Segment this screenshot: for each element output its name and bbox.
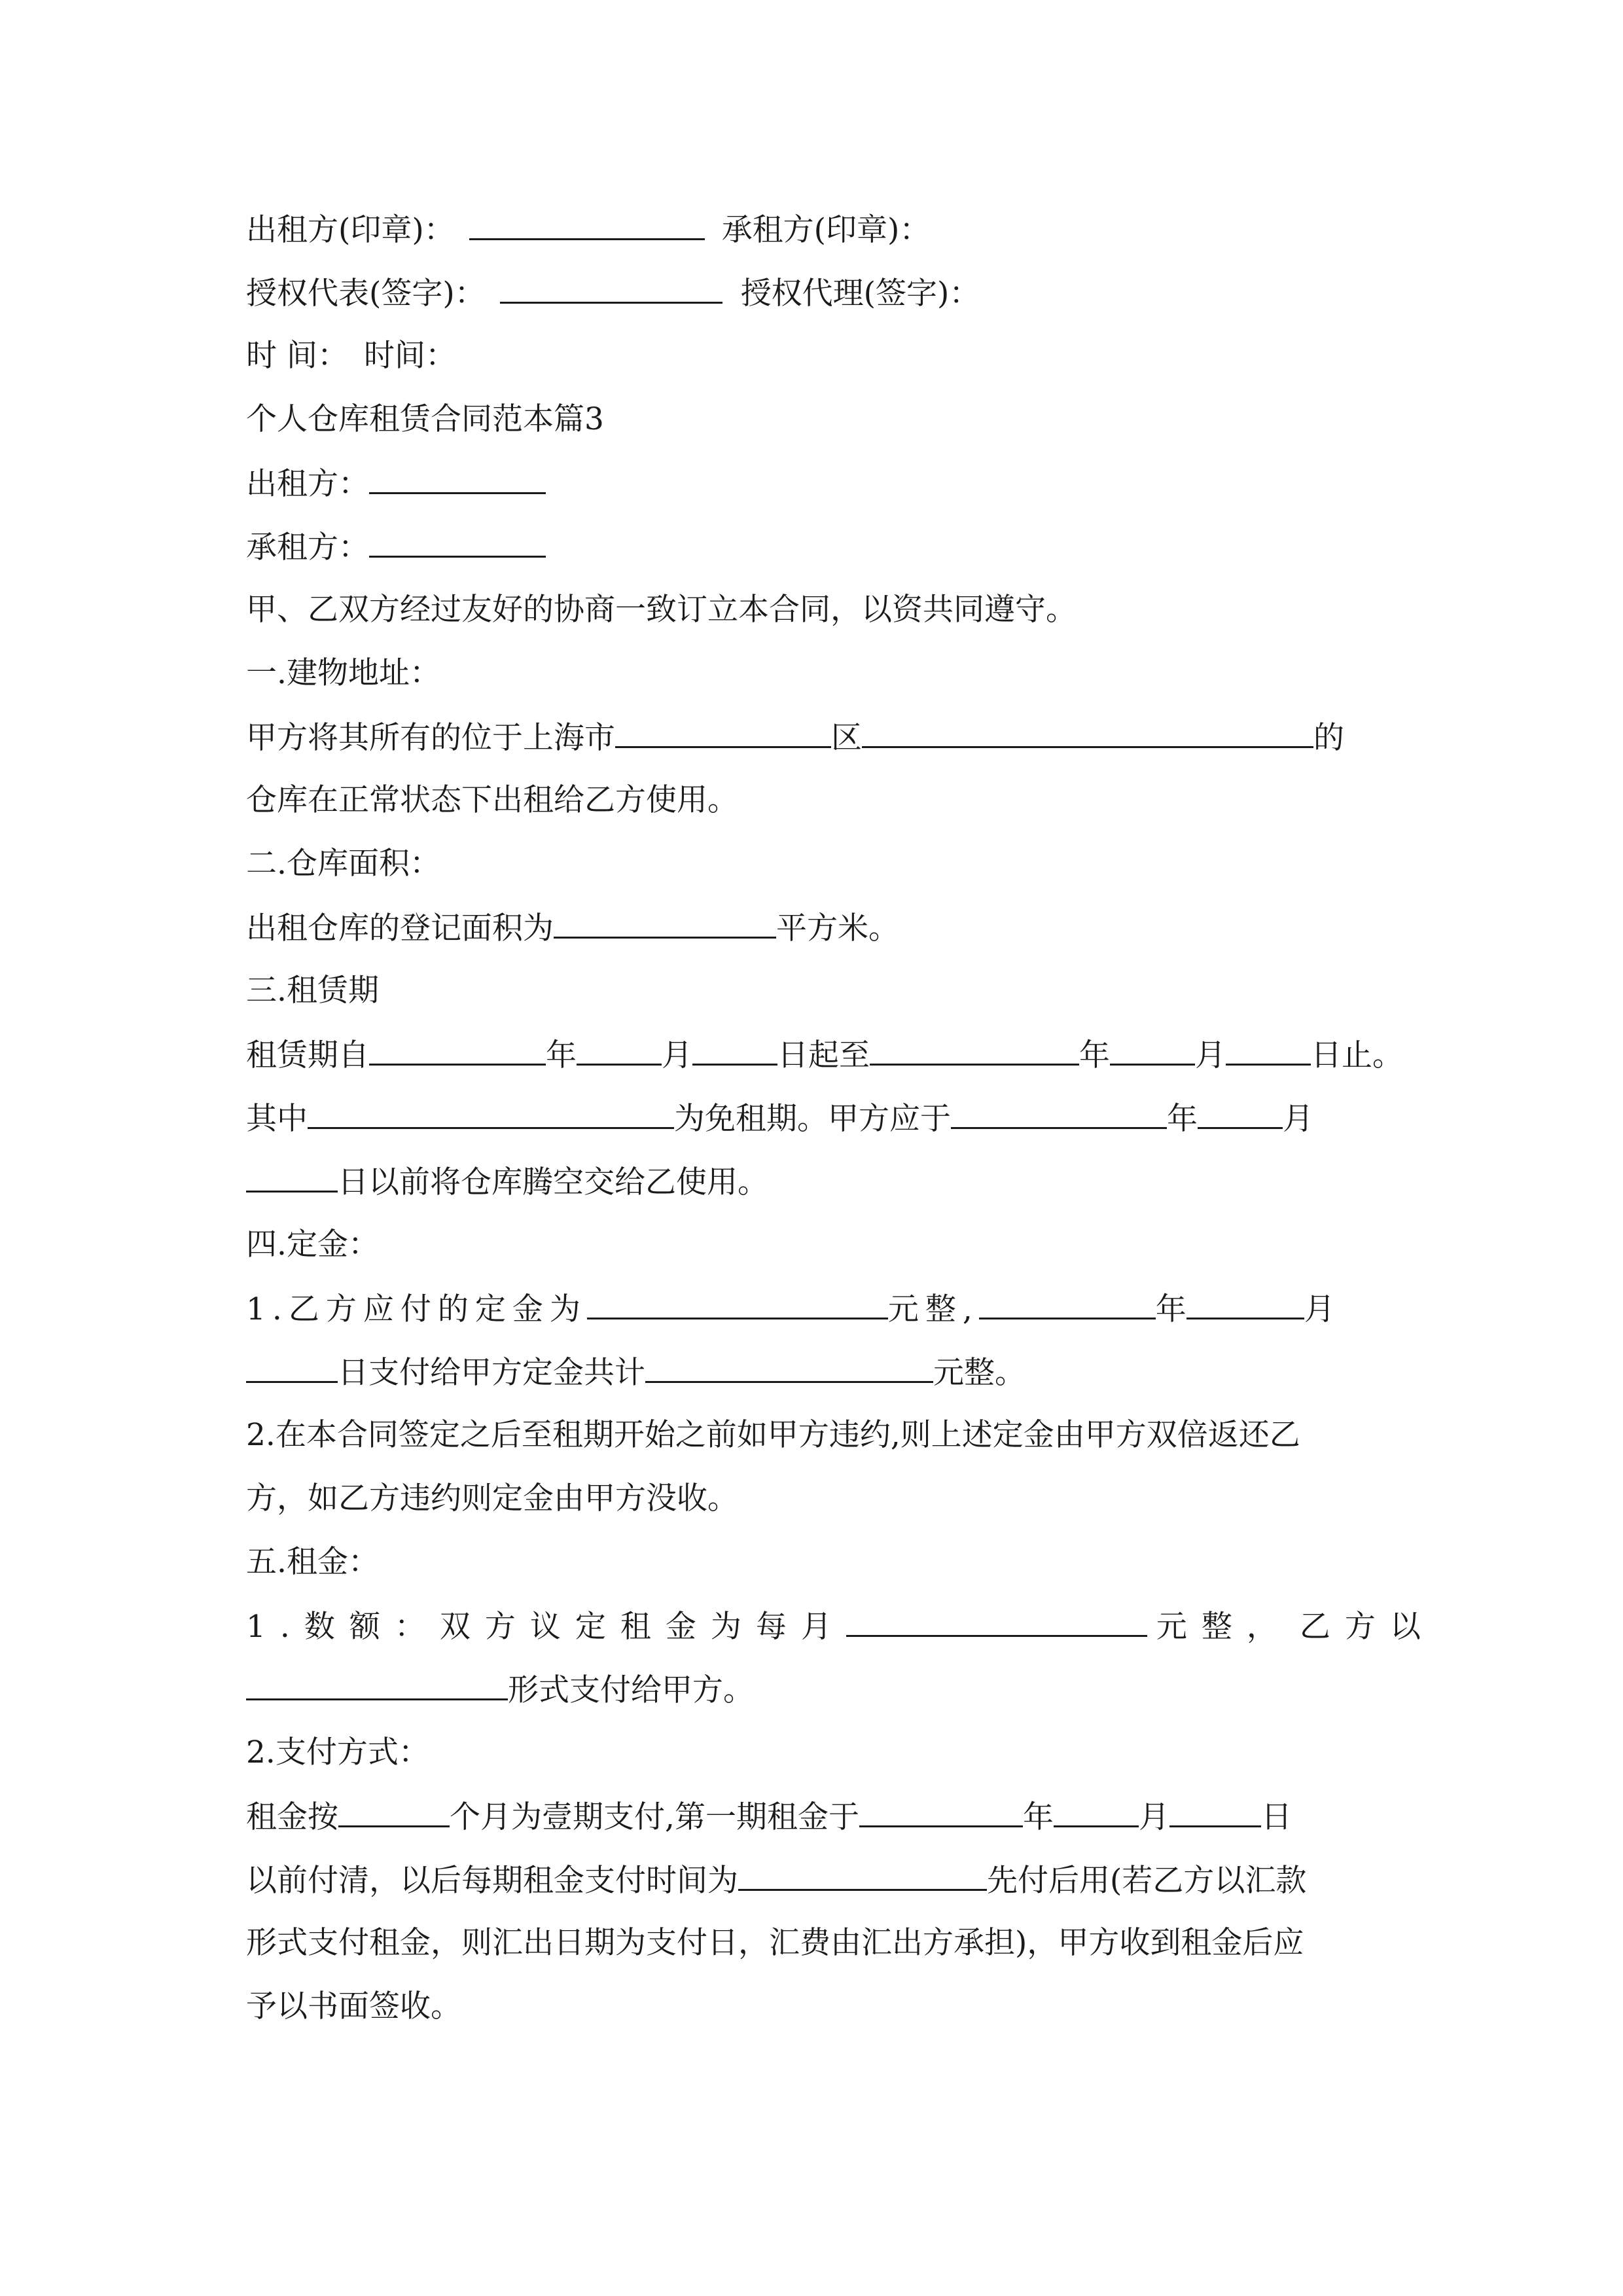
year-label: 年 xyxy=(1167,1101,1198,1137)
end-month-blank[interactable] xyxy=(1110,1035,1195,1066)
section-1-heading: 一.建物地址： xyxy=(246,655,440,691)
first-rent-day-blank[interactable] xyxy=(1169,1797,1261,1827)
agent-sign-label: 授权代理(签字)： xyxy=(740,276,980,312)
section-4-heading: 四.定金： xyxy=(246,1227,379,1263)
start-month-blank[interactable] xyxy=(577,1035,662,1066)
rent-payment-label: 乙方以 xyxy=(1299,1609,1435,1645)
area-unit: 平方米。 xyxy=(776,910,899,946)
section-4-p2-line-2: 方，如乙方违约则定金由甲方没收。 xyxy=(246,1480,738,1516)
rent-schedule-label: 以前付清，以后每期租金支付时间为 xyxy=(246,1863,738,1899)
intro-paragraph: 甲、乙双方经过友好的协商一致订立本合同，以资共同遵守。 xyxy=(246,592,1077,628)
first-rent-label: 个月为壹期支付,第一期租金于 xyxy=(450,1799,859,1835)
section-1-line-1 xyxy=(246,717,1344,757)
section-4-p1-line-1 xyxy=(246,1289,1335,1328)
deposit-month-blank[interactable] xyxy=(1186,1289,1304,1319)
area-label: 出租仓库的登记面积为 xyxy=(246,910,554,946)
section-2-heading: 二.仓库面积： xyxy=(246,846,440,882)
month-label: 月 xyxy=(662,1037,692,1073)
section-4-p1-line-2 xyxy=(246,1352,1026,1391)
lessee-label: 承租方： xyxy=(246,529,369,565)
section-4-p2-line-1: 2.在本合同签定之后至租期开始之前如甲方违约,则上述定金由甲方双倍返还乙 xyxy=(246,1417,1300,1453)
lessee-line xyxy=(246,527,546,566)
free-period-text: 为免租期。甲方应于 xyxy=(674,1101,951,1137)
start-year-blank[interactable] xyxy=(369,1035,546,1066)
end-year-blank[interactable] xyxy=(870,1035,1079,1066)
rent-amount-label: 1.数额：双方议定租金为每月 xyxy=(246,1609,846,1645)
signature-stamp-line xyxy=(246,209,930,249)
free-period-label: 其中 xyxy=(246,1101,308,1137)
day-to-label: 日止。 xyxy=(1311,1037,1403,1073)
year-label: 年 xyxy=(546,1037,577,1073)
day-from-label: 日起至 xyxy=(777,1037,870,1073)
lessor-label: 出租方： xyxy=(246,466,369,502)
section-5-p2-heading: 2.支付方式： xyxy=(246,1734,429,1770)
day-label: 日 xyxy=(1260,1799,1292,1835)
section-3-line-1 xyxy=(246,1035,1403,1074)
first-rent-year-blank[interactable] xyxy=(859,1797,1023,1827)
lessor-stamp-blank[interactable] xyxy=(469,209,705,240)
section-3-line-3 xyxy=(246,1162,768,1201)
deposit-total-label: 日支付给甲方定金共计 xyxy=(338,1355,645,1391)
section-5-heading: 五.租金： xyxy=(246,1544,379,1580)
city-blank[interactable] xyxy=(615,717,831,748)
deposit-total-unit: 元整。 xyxy=(933,1355,1026,1391)
section-5-p2-line-1 xyxy=(246,1797,1292,1836)
year-label: 年 xyxy=(1079,1037,1110,1073)
year-label: 年 xyxy=(1155,1291,1186,1327)
year-label: 年 xyxy=(1022,1799,1054,1835)
document-title: 个人仓库租赁合同范本篇3 xyxy=(246,401,604,437)
district-label: 区 xyxy=(831,720,862,756)
free-period-blank[interactable] xyxy=(308,1098,674,1129)
rent-amount-blank[interactable] xyxy=(846,1606,1147,1637)
address-label: 甲方将其所有的位于上海市 xyxy=(246,720,615,756)
month-label: 月 xyxy=(1304,1291,1335,1327)
rent-period-label: 租金按 xyxy=(246,1799,338,1835)
address-blank[interactable] xyxy=(862,717,1313,748)
section-3-line-2 xyxy=(246,1098,1313,1138)
rent-form-text: 形式支付给甲方。 xyxy=(508,1672,754,1708)
lessor-blank[interactable] xyxy=(369,463,546,494)
lessor-stamp-label: 出租方(印章)： xyxy=(246,212,455,248)
section-5-p1-line-2 xyxy=(246,1670,754,1709)
month-label: 月 xyxy=(1283,1101,1313,1137)
vacate-day-blank[interactable] xyxy=(246,1162,338,1193)
vacate-year-blank[interactable] xyxy=(951,1098,1167,1129)
first-rent-month-blank[interactable] xyxy=(1054,1797,1139,1827)
deposit-day-blank[interactable] xyxy=(246,1352,338,1383)
deposit-year-blank[interactable] xyxy=(979,1289,1156,1319)
rent-schedule-blank[interactable] xyxy=(738,1860,987,1891)
rent-schedule-text: 先付后用(若乙方以汇款 xyxy=(987,1863,1307,1899)
section-5-p1-line-1 xyxy=(246,1606,1435,1645)
rent-amount-unit: 元整， xyxy=(1156,1609,1292,1645)
deposit-amount-blank[interactable] xyxy=(587,1289,888,1319)
rent-period-blank[interactable] xyxy=(338,1797,450,1827)
rep-sign-label: 授权代表(签字)： xyxy=(246,276,486,312)
signature-time-line xyxy=(246,336,456,376)
deposit-unit: 元整, xyxy=(887,1291,979,1327)
rent-form-blank[interactable] xyxy=(246,1670,508,1700)
section-3-heading: 三.租赁期 xyxy=(246,973,379,1009)
section-5-p2-line-4: 予以书面签收。 xyxy=(246,1988,461,2024)
month-label: 月 xyxy=(1138,1799,1169,1835)
deposit-total-blank[interactable] xyxy=(645,1352,933,1383)
deposit-label: 1.乙方应付的定金为 xyxy=(246,1291,587,1327)
area-blank[interactable] xyxy=(554,908,776,939)
lessee-blank[interactable] xyxy=(369,527,546,558)
section-5-p2-line-3: 形式支付租金，则汇出日期为支付日，汇费由汇出方承担)，甲方收到租金后应 xyxy=(246,1925,1304,1961)
lessor-line xyxy=(246,463,546,503)
signature-sign-line xyxy=(246,273,980,312)
time-label-a: 时 间： xyxy=(246,338,348,374)
vacate-month-blank[interactable] xyxy=(1198,1098,1283,1129)
month-label: 月 xyxy=(1195,1037,1226,1073)
vacate-text: 日以前将仓库腾空交给乙使用。 xyxy=(338,1164,768,1200)
lessee-stamp-label: 承租方(印章)： xyxy=(721,212,931,248)
start-day-blank[interactable] xyxy=(692,1035,777,1066)
rep-sign-blank[interactable] xyxy=(500,273,722,304)
section-5-p2-line-2 xyxy=(246,1860,1306,1899)
address-suffix: 的 xyxy=(1313,720,1344,756)
section-2-line-1 xyxy=(246,908,899,947)
end-day-blank[interactable] xyxy=(1226,1035,1311,1066)
section-1-line-2: 仓库在正常状态下出租给乙方使用。 xyxy=(246,782,738,818)
lease-period-label: 租赁期自 xyxy=(246,1037,369,1073)
time-label-b: 时间： xyxy=(363,338,456,374)
